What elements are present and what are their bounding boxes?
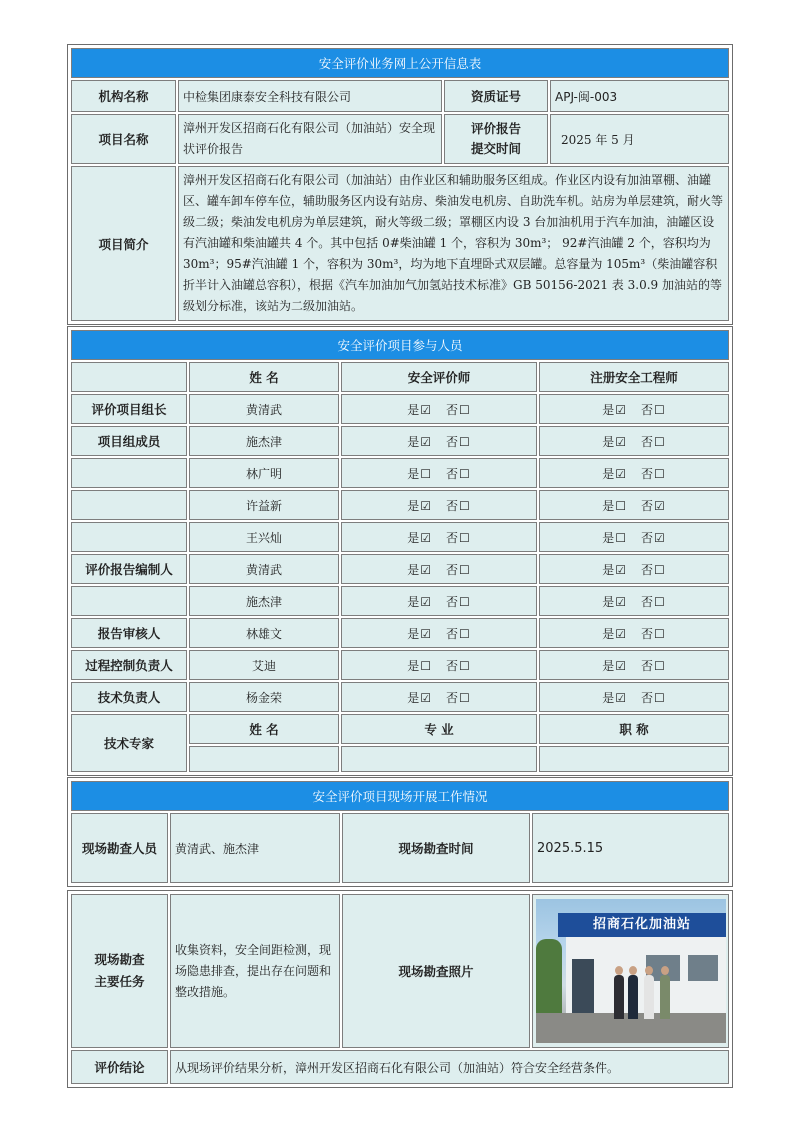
expert-major-cell	[341, 746, 537, 772]
no-checkbox[interactable]: ☐	[654, 626, 665, 641]
fieldwork-table	[69, 779, 731, 885]
fieldwork-block	[67, 777, 733, 887]
org-value: 中检集团康泰安全科技有限公司	[178, 80, 442, 112]
expert-title-cell	[539, 746, 729, 772]
engineer-check-cell	[539, 490, 729, 520]
yes-checkbox[interactable]: ☑	[615, 626, 626, 641]
survey-staff-value: 黄清武、施杰津	[170, 813, 340, 883]
org-label: 机构名称	[71, 80, 176, 112]
assessor-check-cell	[341, 554, 537, 584]
person-name-cell: 施杰津	[189, 426, 339, 456]
person-name-cell: 林雄文	[189, 618, 339, 648]
no-label: 否	[446, 626, 459, 641]
no-label: 否	[641, 530, 654, 545]
yes-label: 是	[602, 690, 615, 705]
role-cell	[71, 458, 187, 488]
no-label: 否	[641, 498, 654, 513]
no-checkbox[interactable]: ☐	[654, 562, 665, 577]
no-checkbox[interactable]: ☐	[459, 466, 470, 481]
no-label: 否	[641, 466, 654, 481]
header-blank-cell	[71, 362, 187, 392]
yes-checkbox[interactable]: ☑	[615, 466, 626, 481]
no-checkbox[interactable]: ☐	[459, 498, 470, 513]
engineer-check-cell	[539, 650, 729, 680]
intro-value: 漳州开发区招商石化有限公司（加油站）由作业区和辅助服务区组成。作业区内设有加油罩棚、油罐区、罐车卸车停车位，辅助服务区内设有站房、柴油发电机房、自助洗车机。站房为单层建筑，耐火等级二级；柴油发电机房为单层建筑，耐火等级二级；罩棚区内设 3 台加油机用于汽车加油，油罐区设有汽油罐和柴油罐共 4 个。其中包括 0#柴油罐 1 个，容积为 30m³； 92#汽油罐 2 个，容积均为 30m³；95#汽油罐 1 个，容积为 30m³，均为地下直埋卧式双层罐。总容量为 105m³（柴油罐容积折半计入油罐总容积），根据《汽车加油加气加氢站技术标准》GB 50156-2021 表 3.0.9 加油站的等级划分标准，该站为二级加油站。	[178, 166, 729, 321]
site-photo-cell	[532, 894, 729, 1048]
no-label: 否	[641, 690, 654, 705]
person-figure	[644, 975, 654, 1019]
assessor-check-cell	[341, 394, 537, 424]
no-checkbox[interactable]: ☐	[459, 626, 470, 641]
person-name-cell: 黄清武	[189, 554, 339, 584]
yes-label: 是	[602, 402, 615, 417]
yes-label: 是	[602, 594, 615, 609]
role-cell: 过程控制负责人	[71, 650, 187, 680]
yes-label: 是	[407, 402, 420, 417]
engineer-check-cell	[539, 554, 729, 584]
col-engineer-header: 注册安全工程师	[539, 362, 729, 392]
no-checkbox[interactable]: ☐	[459, 690, 470, 705]
personnel-row	[71, 554, 729, 584]
yes-label: 是	[407, 690, 420, 705]
person-name-cell: 王兴灿	[189, 522, 339, 552]
engineer-check-cell	[539, 682, 729, 712]
yes-label: 是	[602, 626, 615, 641]
task-table	[69, 892, 731, 1086]
task-block	[67, 890, 733, 1088]
assessor-check-cell	[341, 682, 537, 712]
no-label: 否	[641, 626, 654, 641]
yes-checkbox[interactable]: ☑	[420, 498, 431, 513]
yes-label: 是	[407, 562, 420, 577]
basic-info-block	[67, 44, 733, 325]
no-label: 否	[641, 562, 654, 577]
submit-label-line2: 提交时间	[470, 141, 521, 156]
yes-label: 是	[407, 658, 420, 673]
role-cell	[71, 522, 187, 552]
no-checkbox[interactable]: ☐	[654, 690, 665, 705]
photo-label: 现场勘查照片	[342, 894, 530, 1048]
cert-value: APJ-闽-003	[550, 80, 729, 112]
no-checkbox[interactable]: ☐	[654, 402, 665, 417]
personnel-block	[67, 326, 733, 776]
photo-signboard: 招商石化加油站	[558, 913, 726, 937]
yes-label: 是	[407, 594, 420, 609]
task-label-line1: 现场勘查	[94, 952, 145, 967]
submit-label-line1: 评价报告	[470, 121, 521, 136]
person-figure	[660, 975, 670, 1019]
cert-label: 资质证号	[444, 80, 548, 112]
project-value: 漳州开发区招商石化有限公司（加油站）安全现状评价报告	[178, 114, 442, 164]
info-disclosure-sheet	[67, 44, 733, 1088]
no-checkbox[interactable]: ☐	[654, 434, 665, 449]
task-label-line2: 主要任务	[94, 974, 145, 989]
yes-checkbox[interactable]: ☑	[615, 690, 626, 705]
engineer-check-cell	[539, 586, 729, 616]
submit-time-label	[444, 114, 548, 164]
person-figure	[628, 975, 638, 1019]
conclusion-label: 评价结论	[71, 1050, 168, 1084]
no-label: 否	[641, 594, 654, 609]
no-label: 否	[446, 466, 459, 481]
yes-checkbox[interactable]: ☑	[420, 434, 431, 449]
person-name-cell: 艾迪	[189, 650, 339, 680]
personnel-row	[71, 650, 729, 680]
no-checkbox[interactable]: ☐	[459, 658, 470, 673]
yes-checkbox[interactable]: ☑	[420, 626, 431, 641]
task-label	[71, 894, 168, 1048]
intro-label: 项目简介	[71, 166, 176, 321]
no-checkbox[interactable]: ☑	[654, 530, 665, 545]
assessor-check-cell	[341, 490, 537, 520]
site-photo	[536, 899, 726, 1043]
person-name-cell: 杨金荣	[189, 682, 339, 712]
section-title-basic: 安全评价业务网上公开信息表	[71, 48, 729, 78]
project-label: 项目名称	[71, 114, 176, 164]
no-label: 否	[641, 434, 654, 449]
person-name-cell: 黄清武	[189, 394, 339, 424]
yes-label: 是	[602, 562, 615, 577]
personnel-row	[71, 682, 729, 712]
expert-col-major: 专 业	[341, 714, 537, 744]
task-value: 收集资料，安全间距检测，现场隐患排查，提出存在问题和整改措施。	[170, 894, 340, 1048]
yes-label: 是	[407, 530, 420, 545]
basic-info-table	[69, 46, 731, 323]
yes-checkbox[interactable]: ☐	[420, 658, 431, 673]
yes-checkbox[interactable]: ☑	[420, 530, 431, 545]
yes-label: 是	[407, 466, 420, 481]
no-label: 否	[446, 402, 459, 417]
yes-label: 是	[602, 434, 615, 449]
survey-time-value: 2025.5.15	[532, 813, 729, 883]
yes-checkbox[interactable]: ☐	[615, 498, 626, 513]
yes-checkbox[interactable]: ☑	[615, 562, 626, 577]
yes-checkbox[interactable]: ☑	[615, 402, 626, 417]
no-checkbox[interactable]: ☐	[459, 594, 470, 609]
col-assessor-header: 安全评价师	[341, 362, 537, 392]
role-cell	[71, 490, 187, 520]
no-label: 否	[446, 594, 459, 609]
no-checkbox[interactable]: ☐	[654, 658, 665, 673]
personnel-table	[69, 328, 731, 774]
assessor-check-cell	[341, 650, 537, 680]
personnel-row	[71, 426, 729, 456]
role-cell	[71, 586, 187, 616]
personnel-row	[71, 618, 729, 648]
survey-time-label: 现场勘查时间	[342, 813, 530, 883]
yes-label: 是	[602, 498, 615, 513]
yes-checkbox[interactable]: ☑	[420, 562, 431, 577]
no-label: 否	[446, 690, 459, 705]
yes-label: 是	[407, 498, 420, 513]
yes-label: 是	[602, 658, 615, 673]
yes-label: 是	[407, 626, 420, 641]
no-label: 否	[641, 402, 654, 417]
assessor-check-cell	[341, 618, 537, 648]
no-label: 否	[641, 658, 654, 673]
submit-time-value: 2025 年 5 月	[550, 114, 729, 164]
person-name-cell: 施杰津	[189, 586, 339, 616]
expert-col-name: 姓 名	[189, 714, 339, 744]
assessor-check-cell	[341, 458, 537, 488]
col-name-header: 姓 名	[189, 362, 339, 392]
role-cell: 评价项目组长	[71, 394, 187, 424]
no-label: 否	[446, 434, 459, 449]
engineer-check-cell	[539, 394, 729, 424]
survey-staff-label: 现场勘查人员	[71, 813, 168, 883]
engineer-check-cell	[539, 618, 729, 648]
yes-label: 是	[602, 466, 615, 481]
personnel-row	[71, 458, 729, 488]
yes-label: 是	[602, 530, 615, 545]
role-cell: 技术负责人	[71, 682, 187, 712]
yes-checkbox[interactable]: ☐	[615, 530, 626, 545]
role-cell: 报告审核人	[71, 618, 187, 648]
no-checkbox[interactable]: ☐	[459, 562, 470, 577]
no-checkbox[interactable]: ☐	[459, 402, 470, 417]
yes-checkbox[interactable]: ☑	[420, 594, 431, 609]
no-label: 否	[446, 530, 459, 545]
no-checkbox[interactable]: ☐	[654, 594, 665, 609]
no-checkbox[interactable]: ☐	[654, 466, 665, 481]
personnel-row	[71, 586, 729, 616]
no-label: 否	[446, 658, 459, 673]
personnel-row	[71, 394, 729, 424]
yes-checkbox[interactable]: ☑	[615, 594, 626, 609]
section-title-fieldwork: 安全评价项目现场开展工作情况	[71, 781, 729, 811]
no-checkbox[interactable]: ☐	[459, 530, 470, 545]
person-name-cell: 林广明	[189, 458, 339, 488]
person-figure	[614, 975, 624, 1019]
yes-checkbox[interactable]: ☑	[615, 434, 626, 449]
yes-checkbox[interactable]: ☑	[420, 402, 431, 417]
yes-checkbox[interactable]: ☑	[615, 658, 626, 673]
section-title-personnel: 安全评价项目参与人员	[71, 330, 729, 360]
expert-label: 技术专家	[71, 714, 187, 772]
engineer-check-cell	[539, 458, 729, 488]
engineer-check-cell	[539, 522, 729, 552]
assessor-check-cell	[341, 426, 537, 456]
no-checkbox[interactable]: ☑	[654, 498, 665, 513]
person-name-cell: 许益新	[189, 490, 339, 520]
role-cell: 项目组成员	[71, 426, 187, 456]
no-checkbox[interactable]: ☐	[459, 434, 470, 449]
personnel-row	[71, 522, 729, 552]
conclusion-value: 从现场评价结果分析，漳州开发区招商石化有限公司（加油站）符合安全经营条件。	[170, 1050, 729, 1084]
no-label: 否	[446, 562, 459, 577]
expert-col-title: 职 称	[539, 714, 729, 744]
assessor-check-cell	[341, 522, 537, 552]
engineer-check-cell	[539, 426, 729, 456]
role-cell: 评价报告编制人	[71, 554, 187, 584]
yes-label: 是	[407, 434, 420, 449]
personnel-row	[71, 490, 729, 520]
yes-checkbox[interactable]: ☑	[420, 690, 431, 705]
yes-checkbox[interactable]: ☐	[420, 466, 431, 481]
no-label: 否	[446, 498, 459, 513]
expert-name-cell	[189, 746, 339, 772]
assessor-check-cell	[341, 586, 537, 616]
